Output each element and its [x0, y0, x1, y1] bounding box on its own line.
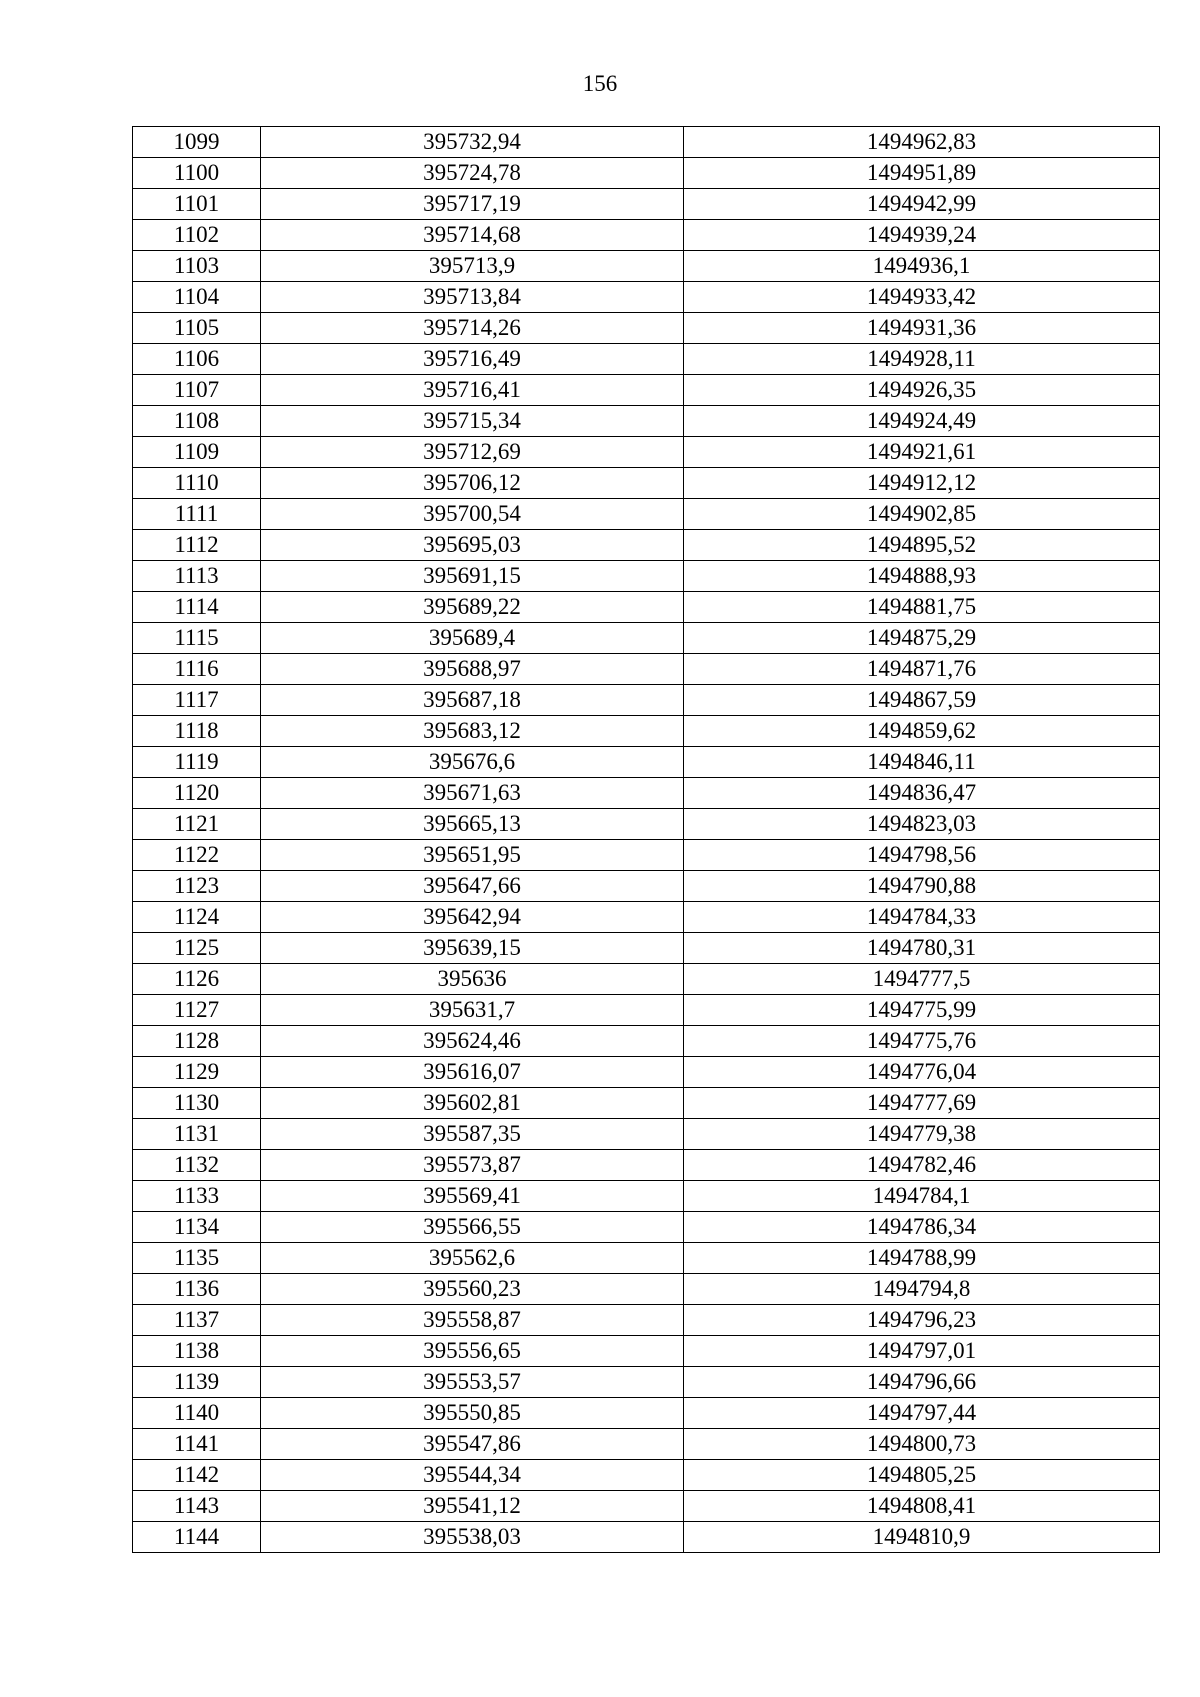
point-number-cell: 1133 — [133, 1181, 261, 1212]
x-coordinate-cell: 395691,15 — [261, 561, 684, 592]
table-row — [133, 1057, 1160, 1088]
table-row — [133, 1460, 1160, 1491]
table-row — [133, 127, 1160, 158]
table-row — [133, 871, 1160, 902]
point-number-cell: 1104 — [133, 282, 261, 313]
y-coordinate-cell: 1494798,56 — [684, 840, 1160, 871]
y-coordinate-cell: 1494942,99 — [684, 189, 1160, 220]
table-row — [133, 1212, 1160, 1243]
table-row — [133, 313, 1160, 344]
point-number-cell: 1103 — [133, 251, 261, 282]
coordinates-table-body — [133, 127, 1160, 1553]
x-coordinate-cell: 395689,4 — [261, 623, 684, 654]
x-coordinate-cell: 395712,69 — [261, 437, 684, 468]
point-number-cell: 1120 — [133, 778, 261, 809]
y-coordinate-cell: 1494775,76 — [684, 1026, 1160, 1057]
x-coordinate-cell: 395636 — [261, 964, 684, 995]
table-row — [133, 747, 1160, 778]
x-coordinate-cell: 395538,03 — [261, 1522, 684, 1553]
table-row — [133, 282, 1160, 313]
point-number-cell: 1140 — [133, 1398, 261, 1429]
y-coordinate-cell: 1494797,01 — [684, 1336, 1160, 1367]
x-coordinate-cell: 395556,65 — [261, 1336, 684, 1367]
y-coordinate-cell: 1494924,49 — [684, 406, 1160, 437]
point-number-cell: 1124 — [133, 902, 261, 933]
y-coordinate-cell: 1494939,24 — [684, 220, 1160, 251]
x-coordinate-cell: 395714,68 — [261, 220, 684, 251]
point-number-cell: 1132 — [133, 1150, 261, 1181]
table-row — [133, 158, 1160, 189]
point-number-cell: 1111 — [133, 499, 261, 530]
y-coordinate-cell: 1494782,46 — [684, 1150, 1160, 1181]
y-coordinate-cell: 1494846,11 — [684, 747, 1160, 778]
table-row — [133, 468, 1160, 499]
point-number-cell: 1134 — [133, 1212, 261, 1243]
table-row — [133, 437, 1160, 468]
point-number-cell: 1119 — [133, 747, 261, 778]
x-coordinate-cell: 395558,87 — [261, 1305, 684, 1336]
x-coordinate-cell: 395714,26 — [261, 313, 684, 344]
y-coordinate-cell: 1494951,89 — [684, 158, 1160, 189]
y-coordinate-cell: 1494776,04 — [684, 1057, 1160, 1088]
point-number-cell: 1115 — [133, 623, 261, 654]
point-number-cell: 1118 — [133, 716, 261, 747]
table-row — [133, 1429, 1160, 1460]
y-coordinate-cell: 1494921,61 — [684, 437, 1160, 468]
y-coordinate-cell: 1494859,62 — [684, 716, 1160, 747]
y-coordinate-cell: 1494928,11 — [684, 344, 1160, 375]
point-number-cell: 1105 — [133, 313, 261, 344]
table-row — [133, 1491, 1160, 1522]
point-number-cell: 1102 — [133, 220, 261, 251]
y-coordinate-cell: 1494777,69 — [684, 1088, 1160, 1119]
x-coordinate-cell: 395547,86 — [261, 1429, 684, 1460]
x-coordinate-cell: 395716,49 — [261, 344, 684, 375]
x-coordinate-cell: 395562,6 — [261, 1243, 684, 1274]
table-row — [133, 716, 1160, 747]
table-row — [133, 530, 1160, 561]
y-coordinate-cell: 1494784,33 — [684, 902, 1160, 933]
point-number-cell: 1139 — [133, 1367, 261, 1398]
x-coordinate-cell: 395569,41 — [261, 1181, 684, 1212]
coordinates-table — [132, 126, 1160, 1553]
y-coordinate-cell: 1494875,29 — [684, 623, 1160, 654]
x-coordinate-cell: 395689,22 — [261, 592, 684, 623]
point-number-cell: 1107 — [133, 375, 261, 406]
y-coordinate-cell: 1494962,83 — [684, 127, 1160, 158]
table-row — [133, 902, 1160, 933]
y-coordinate-cell: 1494933,42 — [684, 282, 1160, 313]
x-coordinate-cell: 395665,13 — [261, 809, 684, 840]
y-coordinate-cell: 1494871,76 — [684, 654, 1160, 685]
y-coordinate-cell: 1494796,66 — [684, 1367, 1160, 1398]
x-coordinate-cell: 395695,03 — [261, 530, 684, 561]
y-coordinate-cell: 1494936,1 — [684, 251, 1160, 282]
x-coordinate-cell: 395631,7 — [261, 995, 684, 1026]
table-row — [133, 933, 1160, 964]
x-coordinate-cell: 395587,35 — [261, 1119, 684, 1150]
y-coordinate-cell: 1494797,44 — [684, 1398, 1160, 1429]
page-number: 156 — [582, 71, 618, 96]
table-row — [133, 1522, 1160, 1553]
point-number-cell: 1122 — [133, 840, 261, 871]
x-coordinate-cell: 395687,18 — [261, 685, 684, 716]
x-coordinate-cell: 395573,87 — [261, 1150, 684, 1181]
table-row — [133, 375, 1160, 406]
table-row — [133, 1398, 1160, 1429]
point-number-cell: 1135 — [133, 1243, 261, 1274]
x-coordinate-cell: 395717,19 — [261, 189, 684, 220]
table-row — [133, 840, 1160, 871]
point-number-cell: 1141 — [133, 1429, 261, 1460]
x-coordinate-cell: 395602,81 — [261, 1088, 684, 1119]
point-number-cell: 1113 — [133, 561, 261, 592]
y-coordinate-cell: 1494912,12 — [684, 468, 1160, 499]
point-number-cell: 1116 — [133, 654, 261, 685]
x-coordinate-cell: 395647,66 — [261, 871, 684, 902]
x-coordinate-cell: 395550,85 — [261, 1398, 684, 1429]
y-coordinate-cell: 1494780,31 — [684, 933, 1160, 964]
point-number-cell: 1114 — [133, 592, 261, 623]
table-row — [133, 592, 1160, 623]
x-coordinate-cell: 395671,63 — [261, 778, 684, 809]
table-row — [133, 623, 1160, 654]
y-coordinate-cell: 1494784,1 — [684, 1181, 1160, 1212]
y-coordinate-cell: 1494810,9 — [684, 1522, 1160, 1553]
table-row — [133, 654, 1160, 685]
point-number-cell: 1144 — [133, 1522, 261, 1553]
point-number-cell: 1125 — [133, 933, 261, 964]
y-coordinate-cell: 1494888,93 — [684, 561, 1160, 592]
x-coordinate-cell: 395651,95 — [261, 840, 684, 871]
x-coordinate-cell: 395639,15 — [261, 933, 684, 964]
point-number-cell: 1128 — [133, 1026, 261, 1057]
y-coordinate-cell: 1494786,34 — [684, 1212, 1160, 1243]
x-coordinate-cell: 395713,84 — [261, 282, 684, 313]
point-number-cell: 1106 — [133, 344, 261, 375]
table-row — [133, 251, 1160, 282]
table-row — [133, 964, 1160, 995]
table-row — [133, 1119, 1160, 1150]
table-row — [133, 685, 1160, 716]
y-coordinate-cell: 1494836,47 — [684, 778, 1160, 809]
point-number-cell: 1121 — [133, 809, 261, 840]
table-row — [133, 1243, 1160, 1274]
table-row — [133, 220, 1160, 251]
table-row — [133, 406, 1160, 437]
x-coordinate-cell: 395713,9 — [261, 251, 684, 282]
y-coordinate-cell: 1494895,52 — [684, 530, 1160, 561]
x-coordinate-cell: 395700,54 — [261, 499, 684, 530]
table-row — [133, 344, 1160, 375]
table-row — [133, 1026, 1160, 1057]
point-number-cell: 1117 — [133, 685, 261, 716]
x-coordinate-cell: 395553,57 — [261, 1367, 684, 1398]
x-coordinate-cell: 395624,46 — [261, 1026, 684, 1057]
point-number-cell: 1126 — [133, 964, 261, 995]
y-coordinate-cell: 1494800,73 — [684, 1429, 1160, 1460]
y-coordinate-cell: 1494775,99 — [684, 995, 1160, 1026]
y-coordinate-cell: 1494823,03 — [684, 809, 1160, 840]
point-number-cell: 1101 — [133, 189, 261, 220]
y-coordinate-cell: 1494790,88 — [684, 871, 1160, 902]
table-row — [133, 1088, 1160, 1119]
y-coordinate-cell: 1494867,59 — [684, 685, 1160, 716]
point-number-cell: 1138 — [133, 1336, 261, 1367]
table-row — [133, 1150, 1160, 1181]
point-number-cell: 1110 — [133, 468, 261, 499]
x-coordinate-cell: 395616,07 — [261, 1057, 684, 1088]
y-coordinate-cell: 1494808,41 — [684, 1491, 1160, 1522]
y-coordinate-cell: 1494779,38 — [684, 1119, 1160, 1150]
x-coordinate-cell: 395706,12 — [261, 468, 684, 499]
table-row — [133, 499, 1160, 530]
y-coordinate-cell: 1494902,85 — [684, 499, 1160, 530]
point-number-cell: 1143 — [133, 1491, 261, 1522]
point-number-cell: 1129 — [133, 1057, 261, 1088]
y-coordinate-cell: 1494777,5 — [684, 964, 1160, 995]
point-number-cell: 1127 — [133, 995, 261, 1026]
point-number-cell: 1108 — [133, 406, 261, 437]
y-coordinate-cell: 1494796,23 — [684, 1305, 1160, 1336]
y-coordinate-cell: 1494931,36 — [684, 313, 1160, 344]
table-row — [133, 561, 1160, 592]
point-number-cell: 1130 — [133, 1088, 261, 1119]
table-row — [133, 189, 1160, 220]
x-coordinate-cell: 395566,55 — [261, 1212, 684, 1243]
y-coordinate-cell: 1494788,99 — [684, 1243, 1160, 1274]
x-coordinate-cell: 395544,34 — [261, 1460, 684, 1491]
x-coordinate-cell: 395715,34 — [261, 406, 684, 437]
x-coordinate-cell: 395560,23 — [261, 1274, 684, 1305]
point-number-cell: 1137 — [133, 1305, 261, 1336]
y-coordinate-cell: 1494794,8 — [684, 1274, 1160, 1305]
table-row — [133, 1181, 1160, 1212]
table-row — [133, 995, 1160, 1026]
y-coordinate-cell: 1494926,35 — [684, 375, 1160, 406]
point-number-cell: 1142 — [133, 1460, 261, 1491]
x-coordinate-cell: 395724,78 — [261, 158, 684, 189]
x-coordinate-cell: 395716,41 — [261, 375, 684, 406]
y-coordinate-cell: 1494881,75 — [684, 592, 1160, 623]
point-number-cell: 1099 — [133, 127, 261, 158]
table-row — [133, 1274, 1160, 1305]
y-coordinate-cell: 1494805,25 — [684, 1460, 1160, 1491]
x-coordinate-cell: 395683,12 — [261, 716, 684, 747]
point-number-cell: 1112 — [133, 530, 261, 561]
x-coordinate-cell: 395676,6 — [261, 747, 684, 778]
table-row — [133, 809, 1160, 840]
point-number-cell: 1100 — [133, 158, 261, 189]
table-row — [133, 1305, 1160, 1336]
point-number-cell: 1131 — [133, 1119, 261, 1150]
point-number-cell: 1136 — [133, 1274, 261, 1305]
x-coordinate-cell: 395642,94 — [261, 902, 684, 933]
table-row — [133, 1367, 1160, 1398]
x-coordinate-cell: 395541,12 — [261, 1491, 684, 1522]
x-coordinate-cell: 395732,94 — [261, 127, 684, 158]
table-row — [133, 1336, 1160, 1367]
table-row — [133, 778, 1160, 809]
point-number-cell: 1109 — [133, 437, 261, 468]
point-number-cell: 1123 — [133, 871, 261, 902]
x-coordinate-cell: 395688,97 — [261, 654, 684, 685]
